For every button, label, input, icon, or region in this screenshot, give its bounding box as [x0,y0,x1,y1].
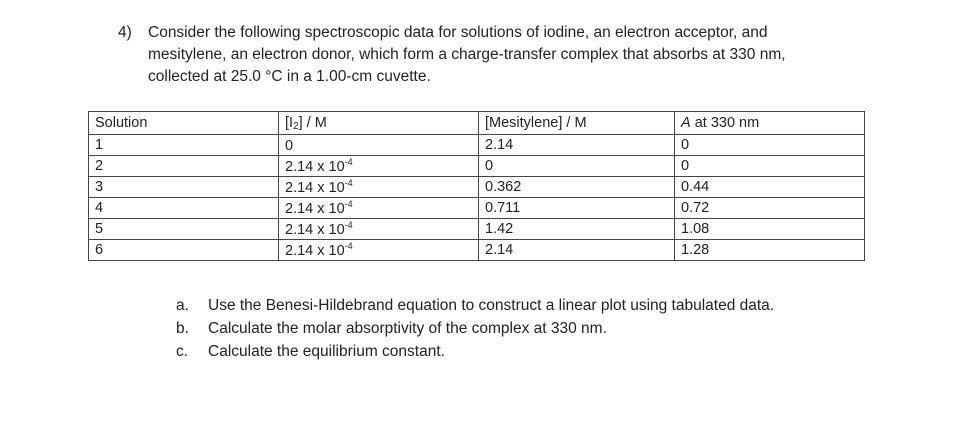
cell-absorbance: 0 [675,135,865,156]
cell-iodine [279,156,479,177]
part-letter: c. [176,343,189,360]
cell-iodine-exponent: -4 [344,178,353,188]
table-row [89,219,865,240]
cell-iodine-exponent: -4 [344,220,353,230]
part-text: Calculate the molar absorptivity of the complex at 330 nm. [208,320,607,337]
header-absorbance-symbol: A [681,115,691,131]
cell-solution: 4 [89,198,279,219]
cell-absorbance: 1.28 [675,240,865,261]
cell-iodine [279,177,479,198]
header-mesitylene: [Mesitylene] / M [479,112,675,135]
cell-solution: 6 [89,240,279,261]
part-text: Calculate the equilibrium constant. [208,343,445,360]
problem-stem [148,22,878,88]
cell-iodine-exponent: -4 [344,199,353,209]
header-solution: Solution [89,112,279,135]
cell-iodine [279,198,479,219]
header-iodine-subscript: 2 [293,120,299,132]
cell-solution: 2 [89,156,279,177]
cell-iodine [279,240,479,261]
part-text: Use the Benesi-Hildebrand equation to construct a linear plot using tabulated data. [208,297,775,314]
question-parts [176,294,774,363]
part-letter: b. [176,320,189,337]
cell-iodine-value: 2.14 x 10 [285,201,345,217]
cell-solution: 3 [89,177,279,198]
cell-iodine [279,219,479,240]
data-table [88,111,865,261]
list-item [176,340,774,363]
list-item [176,317,774,340]
table-row [89,240,865,261]
table-header-row [89,112,865,135]
problem-line: Consider the following spectroscopic data for solutions of iodine, an electron acceptor, and [148,24,768,41]
cell-iodine-exponent: -4 [344,157,353,167]
header-absorbance-label: at 330 nm [690,115,760,131]
cell-absorbance: 0.72 [675,198,865,219]
header-iodine-close: ] / M [298,114,327,131]
problem-number: 4) [118,24,132,41]
cell-iodine-exponent: -4 [344,241,353,251]
cell-iodine-value: 2.14 x 10 [285,159,345,175]
cell-iodine-value: 2.14 x 10 [285,222,345,238]
table-row [89,198,865,219]
problem-line: mesitylene, an electron donor, which form a charge-transfer complex that absorbs at 330 nm, [148,46,786,63]
cell-mesitylene: 0 [479,156,675,177]
table-row [89,135,865,156]
header-iodine-open: [I [285,114,294,131]
cell-absorbance: 0 [675,156,865,177]
cell-mesitylene: 2.14 [479,135,675,156]
cell-mesitylene: 0.711 [479,198,675,219]
problem-line: collected at 25.0 °C in a 1.00-cm cuvette. [148,68,431,85]
cell-mesitylene: 0.362 [479,177,675,198]
part-letter: a. [176,297,189,314]
cell-iodine [279,135,479,156]
cell-iodine-value: 0 [285,138,294,154]
cell-absorbance: 0.44 [675,177,865,198]
table-row [89,156,865,177]
cell-solution: 5 [89,219,279,240]
problem-statement [118,22,878,88]
header-absorbance [675,112,865,135]
list-item [176,294,774,317]
cell-iodine-value: 2.14 x 10 [285,180,345,196]
cell-absorbance: 1.08 [675,219,865,240]
cell-mesitylene: 1.42 [479,219,675,240]
cell-mesitylene: 2.14 [479,240,675,261]
table-row [89,177,865,198]
cell-solution: 1 [89,135,279,156]
header-iodine [279,112,479,135]
cell-iodine-value: 2.14 x 10 [285,243,345,259]
